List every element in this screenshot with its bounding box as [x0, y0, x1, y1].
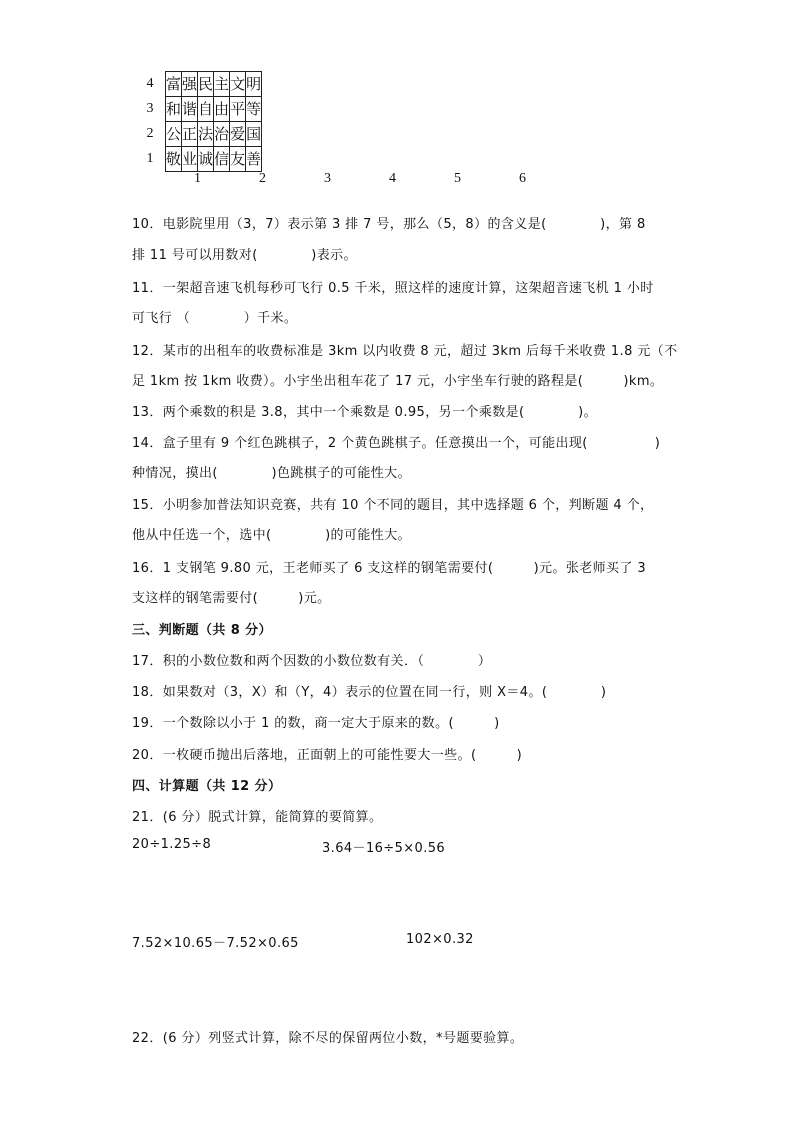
question-18: 18．如果数对（3，X）和（Y，4）表示的位置在同一行，则 X＝4。( ): [132, 685, 607, 700]
grid-cell: 等: [246, 97, 262, 122]
column-label: 2: [259, 171, 266, 186]
grid-cell: 明: [246, 72, 262, 97]
grid-cell: 由: [214, 97, 230, 122]
question-17: 17．积的小数位数和两个因数的小数位数有关．（ ）: [132, 654, 492, 669]
column-label: 1: [194, 171, 201, 186]
row-label: 4: [146, 76, 154, 91]
grid-cell: 民: [198, 72, 214, 97]
column-axis: [165, 171, 557, 189]
grid-cell: 富: [166, 72, 182, 97]
question-11-line-2: 可飞行 （ ）千米。: [132, 311, 298, 326]
grid-row: [166, 97, 262, 122]
expression-c: 7.52×10.65－7.52×0.65: [132, 936, 299, 951]
grid-cell: 友: [230, 147, 246, 172]
row-label: 3: [146, 101, 154, 116]
section-heading-calculation: 四、计算题（共 12 分）: [132, 779, 282, 794]
grid-cell: 善: [246, 147, 262, 172]
grid-cell: 正: [182, 122, 198, 147]
grid-cell: 诚: [198, 147, 214, 172]
grid-cell: 信: [214, 147, 230, 172]
grid-row: [166, 147, 262, 172]
question-15-line-2: 他从中任选一个，选中( )的可能性大。: [132, 528, 411, 543]
question-16-line-2: 支这样的钢笔需要付( )元。: [132, 591, 331, 606]
question-19: 19．一个数除以小于 1 的数，商一定大于原来的数。( ): [132, 716, 500, 731]
grid-cell: 国: [246, 122, 262, 147]
grid-cell: 自: [198, 97, 214, 122]
question-12-line-2: 足 1km 按 1km 收费）。小宇坐出租车花了 17 元，小宇坐车行驶的路程是( )km。: [132, 374, 664, 389]
expression-b: 3.64－16÷5×0.56: [322, 841, 446, 856]
question-11-line-1: 11．一架超音速飞机每秒可飞行 0.5 千米，照这样的速度计算，这架超音速飞机 1 小时: [132, 281, 654, 296]
question-16-line-1: 16．1 支钢笔 9.80 元，王老师买了 6 支这样的钢笔需要付( )元。张老师买了 3: [132, 561, 647, 576]
grid-cell: 文: [230, 72, 246, 97]
question-20: 20．一枚硬币抛出后落地，正面朝上的可能性要大一些。( ): [132, 748, 523, 763]
grid-cell: 和: [166, 97, 182, 122]
question-14-line-1: 14．盒子里有 9 个红色跳棋子，2 个黄色跳棋子。任意摸出一个，可能出现( ): [132, 436, 661, 451]
section-heading-judgement: 三、判断题（共 8 分）: [132, 623, 272, 638]
question-10-line-1: 10．电影院里用（3，7）表示第 3 排 7 号，那么（5，8）的含义是( )，第 8: [132, 217, 646, 232]
question-10-line-2: 排 11 号可以用数对( )表示。: [132, 248, 357, 263]
question-15-line-1: 15．小明参加普法知识竞赛，共有 10 个不同的题目，其中选择题 6 个，判断题 4 个，: [132, 498, 654, 513]
grid-cell: 公: [166, 122, 182, 147]
question-22: 22．(6 分）列竖式计算，除不尽的保留两位小数，*号题要验算。: [132, 1031, 524, 1046]
question-21: 21．(6 分）脱式计算，能简算的要简算。: [132, 810, 383, 825]
grid-row: [166, 122, 262, 147]
question-13: 13．两个乘数的积是 3.8，其中一个乘数是 0.95，另一个乘数是( )。: [132, 405, 597, 420]
grid-cell: 业: [182, 147, 198, 172]
grid-cell: 强: [182, 72, 198, 97]
grid-table: [165, 71, 262, 172]
grid-cell: 治: [214, 122, 230, 147]
grid-cell: 主: [214, 72, 230, 97]
grid-cell: 平: [230, 97, 246, 122]
column-label: 4: [389, 171, 396, 186]
row-label: 2: [146, 126, 154, 141]
grid-row: [166, 72, 262, 97]
question-12-line-1: 12．某市的出租车的收费标准是 3km 以内收费 8 元，超过 3km 后每千米收费 1.8 元（不: [132, 344, 678, 359]
column-label: 6: [519, 171, 526, 186]
grid-cell: 法: [198, 122, 214, 147]
expression-a: 20÷1.25÷8: [132, 837, 212, 852]
row-label: 1: [146, 151, 154, 166]
column-label: 5: [454, 171, 461, 186]
grid-cell: 谐: [182, 97, 198, 122]
grid-cell: 敬: [166, 147, 182, 172]
column-label: 3: [324, 171, 331, 186]
expression-d: 102×0.32: [406, 932, 474, 947]
question-14-line-2: 种情况，摸出( )色跳棋子的可能性大。: [132, 466, 411, 481]
grid-cell: 爱: [230, 122, 246, 147]
